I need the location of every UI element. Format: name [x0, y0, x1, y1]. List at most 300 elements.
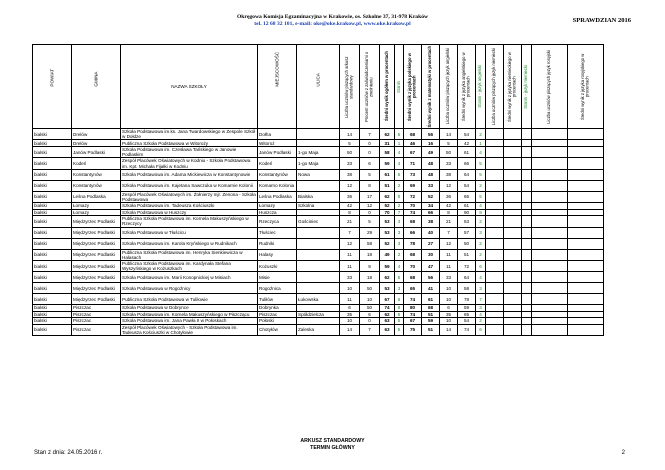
table-cell: Piszczac: [72, 324, 121, 335]
table-cell: 57: [458, 227, 476, 238]
table-cell: 59: [422, 318, 440, 325]
table-cell: 35: [440, 311, 458, 318]
table-cell: 1: [395, 140, 404, 147]
table-cell: 1-go Maja: [297, 158, 340, 169]
table-cell: [532, 249, 568, 260]
table-cell: 21: [340, 216, 360, 227]
table-cell: 12: [340, 180, 360, 191]
table-cell: bialski: [33, 158, 72, 169]
table-cell: [297, 238, 340, 249]
table-cell: 51: [458, 249, 476, 260]
table-cell: [486, 216, 504, 227]
table-cell: Międzyrzec Podlaski: [72, 216, 121, 227]
table-cell: [568, 180, 604, 191]
table-cell: 12: [440, 238, 458, 249]
table-cell: Kodeń: [72, 158, 121, 169]
table-cell: 38: [340, 169, 360, 180]
table-cell: [486, 158, 504, 169]
column-header: [458, 45, 476, 129]
table-row: [33, 227, 604, 238]
table-cell: 71: [404, 158, 422, 169]
table-cell: 2: [395, 180, 404, 191]
table-cell: bialski: [33, 324, 72, 335]
column-header: POWIAT: [33, 45, 72, 129]
table-cell: Piszczac: [72, 311, 121, 318]
table-cell: [486, 227, 504, 238]
table-cell: 27: [422, 238, 440, 249]
table-cell: 5: [395, 324, 404, 335]
table-cell: [522, 129, 532, 140]
table-cell: 61: [458, 146, 476, 157]
table-cell: 4: [476, 146, 486, 157]
table-cell: 3: [395, 216, 404, 227]
column-header: ULICA: [297, 45, 340, 129]
table-cell: 0: [360, 318, 380, 325]
table-cell: [504, 169, 522, 180]
table-cell: [297, 272, 340, 283]
table-cell: 80: [404, 305, 422, 312]
table-cell: [504, 216, 522, 227]
table-cell: [297, 129, 340, 140]
table-cell: 2: [476, 129, 486, 140]
table-cell: Publiczna Szkoła Podstawowa w Tuliłowie: [121, 294, 258, 305]
table-cell: 4: [476, 203, 486, 210]
table-cell: 51: [380, 180, 395, 191]
table-cell: Połoski: [258, 318, 297, 325]
table-cell: 5: [395, 169, 404, 180]
table-cell: 8: [360, 180, 380, 191]
table-cell: [504, 249, 522, 260]
table-cell: 62: [380, 272, 395, 283]
table-cell: 61: [380, 169, 395, 180]
table-cell: Szkoła Podstawowa im. Jana Pawła II w Połoskach: [121, 318, 258, 325]
table-cell: 46: [404, 140, 422, 147]
table-cell: [568, 191, 604, 202]
table-cell: 7: [440, 227, 458, 238]
table-row: [33, 129, 604, 140]
table-cell: 33: [340, 272, 360, 283]
table-cell: Publiczna Szkoła Podstawowa w Witoroży: [121, 140, 258, 147]
table-cell: 50: [440, 146, 458, 157]
table-cell: 7: [360, 129, 380, 140]
table-cell: 29: [360, 227, 380, 238]
table-cell: 54: [458, 318, 476, 325]
table-cell: bialski: [33, 227, 72, 238]
table-row: [33, 294, 604, 305]
table-cell: 67: [380, 294, 395, 305]
table-cell: Rogoźnica: [258, 283, 297, 294]
table-cell: 74: [404, 294, 422, 305]
table-cell: 53: [380, 283, 395, 294]
table-cell: 2: [476, 249, 486, 260]
table-cell: Międzyrzec Podlaski: [72, 272, 121, 283]
table-cell: [532, 146, 568, 157]
table-cell: 50: [360, 305, 380, 312]
table-cell: 12: [360, 203, 380, 210]
table-cell: bialski: [33, 169, 72, 180]
table-cell: Rzeczyca: [258, 216, 297, 227]
table-cell: 31: [380, 140, 395, 147]
table-cell: Konstantynów: [72, 169, 121, 180]
column-header-label: Stanin: [395, 80, 401, 93]
table-cell: 2: [476, 180, 486, 191]
table-cell: 68: [404, 216, 422, 227]
column-header: [476, 45, 486, 129]
column-header: [121, 45, 258, 129]
table-cell: Misie: [258, 272, 297, 283]
table-body: [33, 129, 604, 336]
table-cell: [532, 294, 568, 305]
table-cell: bialski: [33, 294, 72, 305]
header-contact: tel. 12 68 32 101, e-mail: oke@oke.krakow.pl, www.oke.krakow.pl: [254, 21, 411, 27]
table-cell: 7: [340, 227, 360, 238]
table-cell: 0: [360, 209, 380, 216]
table-cell: [532, 169, 568, 180]
column-header: [422, 45, 440, 129]
table-cell: 14: [340, 324, 360, 335]
table-cell: Szkoła Podstawowa im.ks. Jana Twardowskiego w Zespole Szkół w Dołdze: [121, 129, 258, 140]
table-cell: 41: [422, 283, 440, 294]
table-cell: 66: [422, 209, 440, 216]
table-cell: [522, 191, 532, 202]
table-cell: [486, 294, 504, 305]
table-row: [33, 283, 604, 294]
table-cell: [504, 129, 522, 140]
table-cell: Nowa: [297, 169, 340, 180]
table-cell: Szkoła Podstawowa w Dobrynce: [121, 305, 258, 312]
table-cell: [532, 158, 568, 169]
table-cell: Zaleska: [297, 324, 340, 335]
table-cell: 34: [422, 203, 440, 210]
table-cell: Piszczac: [72, 305, 121, 312]
table-row: [33, 158, 604, 169]
table-cell: [504, 260, 522, 271]
table-cell: 4: [395, 158, 404, 169]
table-row: [33, 249, 604, 260]
table-cell: 54: [458, 129, 476, 140]
table-cell: Drelów: [72, 140, 121, 147]
table-cell: 52: [380, 238, 395, 249]
table-cell: 59: [458, 305, 476, 312]
table-cell: Publiczna Szkoła Podstawowa im. Kardynała Stefana Wyszyńskiego w Kożuszkach: [121, 260, 258, 271]
table-row: [33, 216, 604, 227]
table-cell: bialski: [33, 209, 72, 216]
table-cell: Leśna Podlaska: [72, 191, 121, 202]
table-cell: [568, 260, 604, 271]
column-header-label: Liczba uczniów piszących język angielski: [445, 48, 451, 125]
column-header: [522, 45, 532, 129]
table-cell: Kodeń: [258, 158, 297, 169]
table-cell: 8: [340, 209, 360, 216]
table-cell: [568, 146, 604, 157]
table-cell: Konstantynów: [72, 180, 121, 191]
table-cell: bialski: [33, 283, 72, 294]
table-cell: 8: [395, 305, 404, 312]
table-cell: [486, 238, 504, 249]
table-cell: [532, 191, 568, 202]
table-cell: [504, 180, 522, 191]
table-cell: 10: [440, 283, 458, 294]
table-cell: 61: [422, 294, 440, 305]
table-cell: bialski: [33, 191, 72, 202]
table-cell: [486, 129, 504, 140]
table-cell: 6: [360, 311, 380, 318]
column-header: [440, 45, 458, 129]
table-cell: 51: [422, 311, 440, 318]
table-cell: [522, 158, 532, 169]
table-cell: Tuliłów: [258, 294, 297, 305]
table-cell: 36: [340, 191, 360, 202]
table-cell: 38: [440, 169, 458, 180]
table-cell: bialski: [33, 216, 72, 227]
table-cell: 70: [404, 260, 422, 271]
table-cell: Międzyrzec Podlaski: [72, 249, 121, 260]
column-header: [360, 45, 380, 129]
report-date: Stan z dnia: 24.05.2016 r.: [34, 450, 103, 456]
table-cell: 58: [380, 146, 395, 157]
footer-caption: [0, 438, 665, 452]
table-row: [33, 180, 604, 191]
table-cell: 5: [395, 272, 404, 283]
table-cell: Janów Podlaski: [72, 146, 121, 157]
table-cell: [522, 324, 532, 335]
table-cell: [532, 324, 568, 335]
table-cell: 38: [422, 216, 440, 227]
table-cell: Witoroż: [258, 140, 297, 147]
table-cell: 6: [476, 324, 486, 335]
table-cell: 49: [422, 146, 440, 157]
table-cell: 12: [440, 180, 458, 191]
table-cell: [522, 169, 532, 180]
column-header: [486, 45, 504, 129]
table-cell: 10: [440, 294, 458, 305]
table-cell: 66: [404, 227, 422, 238]
table-cell: 4: [395, 260, 404, 271]
table-cell: bialski: [33, 272, 72, 283]
table-cell: 50: [360, 283, 380, 294]
table-cell: 58: [458, 283, 476, 294]
table-cell: [504, 238, 522, 249]
table-cell: [297, 260, 340, 271]
table-cell: 69: [404, 180, 422, 191]
table-cell: Chotyłów: [258, 324, 297, 335]
table-cell: 1: [476, 140, 486, 147]
table-cell: 50: [340, 146, 360, 157]
table-cell: 5: [476, 191, 486, 202]
table-cell: 2: [476, 238, 486, 249]
table-cell: 7: [476, 294, 486, 305]
footer-caption-line1: ARKUSZ STANDARDOWY: [300, 438, 365, 444]
table-cell: 3: [476, 227, 486, 238]
table-cell: [532, 129, 568, 140]
table-cell: 68: [404, 129, 422, 140]
table-cell: 64: [458, 272, 476, 283]
column-header-label: Procent uczniów z zaświadczeniami o zwolnieniu: [363, 51, 374, 122]
column-header-label: Liczba uczniów piszących język niemiecki: [491, 47, 497, 126]
table-row: [33, 146, 604, 157]
table-cell: 3: [476, 283, 486, 294]
table-cell: 7: [360, 324, 380, 335]
table-cell: 5: [440, 140, 458, 147]
table-cell: 3: [395, 227, 404, 238]
table-cell: Janów Podlaski: [258, 146, 297, 157]
table-cell: 14: [440, 129, 458, 140]
column-header-label: Liczba uczniów piszących arkusz standardowy: [343, 55, 354, 118]
table-cell: [504, 283, 522, 294]
table-cell: 78: [458, 294, 476, 305]
table-cell: 33: [340, 158, 360, 169]
table-cell: [522, 249, 532, 260]
table-cell: 4: [476, 272, 486, 283]
column-header-label: Liczba uczniów piszących język rosyjski: [546, 49, 552, 124]
table-cell: [486, 191, 504, 202]
table-cell: [522, 294, 532, 305]
table-cell: [532, 180, 568, 191]
table-cell: Spółdzielcza: [297, 311, 340, 318]
table-cell: [568, 283, 604, 294]
table-cell: Piszczac: [258, 311, 297, 318]
table-cell: [532, 216, 568, 227]
table-cell: 56: [422, 272, 440, 283]
table-cell: [568, 169, 604, 180]
table-cell: 74: [458, 324, 476, 335]
table-cell: 5: [395, 318, 404, 325]
table-cell: [504, 324, 522, 335]
table-cell: 3: [476, 305, 486, 312]
page-number: 2: [621, 450, 625, 456]
table-cell: bialski: [33, 238, 72, 249]
table-cell: 53: [380, 216, 395, 227]
table-cell: [568, 272, 604, 283]
table-cell: 12: [340, 238, 360, 249]
table-cell: bialski: [33, 311, 72, 318]
table-cell: 18: [360, 272, 380, 283]
table-cell: 8: [440, 209, 458, 216]
table-cell: [568, 129, 604, 140]
table-cell: Dołha: [258, 129, 297, 140]
table-cell: [522, 272, 532, 283]
table-row: [33, 324, 604, 335]
table-cell: 3: [395, 283, 404, 294]
table-cell: [486, 169, 504, 180]
table-cell: [486, 180, 504, 191]
table-cell: 17: [360, 191, 380, 202]
column-header: [568, 45, 604, 129]
table-cell: 11: [340, 249, 360, 260]
table-cell: Zespół Placówek Oświatowych w Kodniu - Szkoła Podstawowa im. Kpt. Michała Fijałki w Kodniu: [121, 158, 258, 169]
table-cell: 6: [360, 158, 380, 169]
table-cell: Dobrynka: [258, 305, 297, 312]
table-cell: [568, 238, 604, 249]
table-cell: Zespół Placówek Oświatowych - Szkoła Podstawowa im. Tadeusza Kościuszki w Chotyłowie: [121, 324, 258, 335]
column-header-label: Stanin - język niemiecki: [523, 64, 529, 109]
table-row: [33, 238, 604, 249]
table-cell: 36: [440, 191, 458, 202]
table-cell: [532, 283, 568, 294]
table-row: [33, 191, 604, 202]
table-cell: 10: [440, 318, 458, 325]
table-cell: 4: [395, 146, 404, 157]
table-cell: 6: [340, 305, 360, 312]
table-cell: 10: [360, 294, 380, 305]
table-cell: Międzyrzec Podlaski: [72, 227, 121, 238]
table-cell: 4: [476, 311, 486, 318]
table-cell: [297, 283, 340, 294]
table-cell: Szkoła Podstawowa im. Kornela Makuszyńskiego w Piszczącu: [121, 311, 258, 318]
table-cell: 67: [404, 146, 422, 157]
table-cell: 10: [340, 283, 360, 294]
column-header: MIEJSCOWOŚĆ: [258, 45, 297, 129]
table-cell: 5: [395, 191, 404, 202]
table-cell: 42: [440, 203, 458, 210]
table-cell: [522, 216, 532, 227]
table-cell: 11: [440, 249, 458, 260]
table-cell: 66: [458, 158, 476, 169]
table-cell: 1-go Maja: [297, 146, 340, 157]
column-header-label: Średni wynik z języka polskiego w procentach: [406, 52, 417, 121]
table-cell: 14: [440, 324, 458, 335]
table-cell: 52: [422, 191, 440, 202]
column-header-label: Średni wynik z języka angielskiego w procentach: [460, 52, 471, 121]
table-cell: [532, 272, 568, 283]
table-cell: bialski: [33, 260, 72, 271]
table-cell: [532, 260, 568, 271]
table-cell: [568, 227, 604, 238]
table-cell: 48: [422, 158, 440, 169]
table-cell: [486, 146, 504, 157]
table-cell: 18: [360, 249, 380, 260]
table-cell: Szkoła Podstawowa im. Kajetana Sawczuka w Komarnie Kolonii: [121, 180, 258, 191]
table-cell: 7: [395, 209, 404, 216]
table-cell: [504, 146, 522, 157]
table-cell: 73: [404, 169, 422, 180]
table-cell: 5: [395, 129, 404, 140]
table-cell: 0: [360, 146, 380, 157]
table-cell: Zespół Placówek Oświatowych im. Żołnierzy mjr. Zenona - Szkoła Podstawowa: [122, 191, 256, 202]
table-cell: Międzyrzec Podlaski: [72, 260, 121, 271]
table-cell: [504, 158, 522, 169]
table-cell: Huszcza: [258, 209, 297, 216]
table-cell: 3: [395, 238, 404, 249]
table-cell: 70: [380, 209, 395, 216]
table-cell: 72: [458, 260, 476, 271]
table-cell: 64: [458, 169, 476, 180]
table-cell: 2: [476, 216, 486, 227]
table-row: [33, 169, 604, 180]
table-cell: bialski: [33, 180, 72, 191]
table-cell: Szkolna: [297, 203, 340, 210]
table-cell: bialski: [33, 305, 72, 312]
table-cell: 11: [340, 294, 360, 305]
table-cell: 62: [380, 311, 395, 318]
table-cell: 63: [380, 318, 395, 325]
table-cell: 40: [422, 227, 440, 238]
table-cell: 10: [340, 318, 360, 325]
column-header-label: Stanin - język angielski: [477, 65, 483, 108]
table-cell: [522, 180, 532, 191]
table-cell: Tłuściec: [258, 227, 297, 238]
table-cell: 67: [404, 318, 422, 325]
table-cell: Halasy: [258, 249, 297, 260]
table-cell: bialski: [33, 129, 72, 140]
table-cell: 35: [340, 311, 360, 318]
column-header: [404, 45, 422, 129]
table-cell: bialski: [33, 249, 72, 260]
table-cell: 52: [380, 203, 395, 210]
table-cell: [522, 238, 532, 249]
table-cell: Drelów: [72, 129, 121, 140]
table-cell: Konstantynów: [258, 169, 297, 180]
